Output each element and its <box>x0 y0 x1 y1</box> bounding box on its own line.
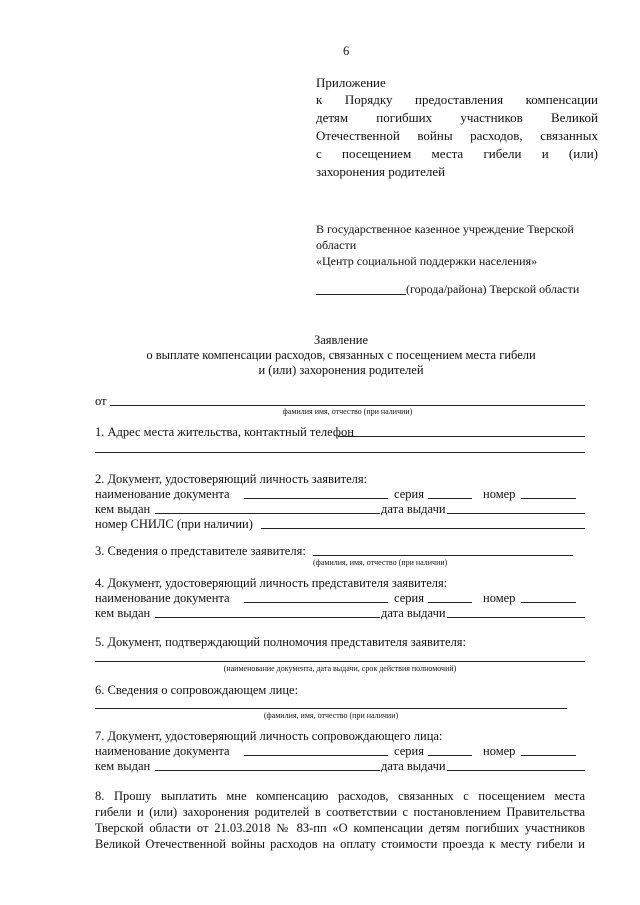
number-field[interactable] <box>521 498 576 499</box>
page-number: 6 <box>343 44 350 58</box>
series-label: серия <box>394 591 424 605</box>
authority-doc-label: 5. Документ, подтверждающий полномочия представителя заявителя: <box>95 635 467 649</box>
from-label: от <box>95 394 107 408</box>
escort-label: 6. Сведения о сопровождающем лице: <box>95 683 299 697</box>
addressee-line: В государственное казенное учреждение Тверской <box>316 222 574 236</box>
addressee-line: области <box>316 238 357 252</box>
appendix-line: с посещением места гибели и (или) <box>316 146 598 161</box>
escort-doc-name-field[interactable] <box>244 755 388 756</box>
addressee-line: (города/района) Тверской области <box>406 282 580 296</box>
number-label: номер <box>483 591 516 605</box>
applicant-name-field[interactable] <box>110 405 585 406</box>
rep-doc-label: 4. Документ, удостоверяющий личность представителя заявителя: <box>95 576 448 590</box>
issue-date-label: дата выдачи <box>381 759 446 773</box>
representative-caption: (фамилия, имя, отчество (при наличии) <box>313 558 448 567</box>
applicant-doc-label: 2. Документ, удостоверяющий личность заявителя: <box>95 472 368 486</box>
appendix-line: Отечественной войны расходов, связанных <box>316 128 598 143</box>
issue-date-label: дата выдачи <box>381 606 446 620</box>
snils-label: номер СНИЛС (при наличии) <box>95 517 253 531</box>
doc-name-field[interactable] <box>244 498 388 499</box>
form-title: Заявление <box>313 333 368 347</box>
escort-series-field[interactable] <box>428 755 472 756</box>
escort-doc-label: 7. Документ, удостоверяющий личность сопровождающего лица: <box>95 729 443 743</box>
request-paragraph-line: 8. Прошу выплатить мне компенсацию расходов, связанных с посещением места <box>95 789 585 803</box>
district-blank[interactable] <box>316 294 406 295</box>
address-field-line2[interactable] <box>95 452 585 453</box>
representative-label: 3. Сведения о представителе заявителя: <box>95 544 306 558</box>
authority-doc-field[interactable] <box>95 661 585 662</box>
doc-name-label: наименование документа <box>95 487 230 501</box>
escort-number-field[interactable] <box>521 755 576 756</box>
form-subtitle: и (или) захоронения родителей <box>258 363 424 377</box>
authority-doc-caption: (наименование документа, дата выдачи, срок действия полномочий) <box>223 664 457 673</box>
request-paragraph-line: Великой Отечественной войны расходов на оплату стоимости проезда к месту гибели и <box>95 837 585 851</box>
number-label: номер <box>483 744 516 758</box>
escort-issued-by-field[interactable] <box>155 770 380 771</box>
rep-number-field[interactable] <box>521 602 576 603</box>
escort-field[interactable] <box>95 708 567 709</box>
appendix-line: к Порядку предоставления компенсации <box>316 92 598 107</box>
series-field[interactable] <box>428 498 472 499</box>
escort-issue-date-field[interactable] <box>447 770 585 771</box>
issue-date-field[interactable] <box>447 513 585 514</box>
escort-caption: (фамилия, имя, отчество (при наличии) <box>263 711 399 720</box>
series-label: серия <box>394 744 424 758</box>
snils-field[interactable] <box>261 528 585 529</box>
doc-name-label: наименование документа <box>95 591 230 605</box>
address-field[interactable] <box>338 436 585 437</box>
appendix-line: захоронения родителей <box>316 164 446 179</box>
applicant-name-caption: фамилия имя, отчество (при наличии) <box>282 407 413 416</box>
request-paragraph-line: Тверской области от 21.03.2018 № 83-пп «О компенсации детям погибших участников <box>95 821 585 835</box>
form-subtitle: о выплате компенсации расходов, связанных с посещением места гибели <box>146 348 536 362</box>
rep-issue-date-field[interactable] <box>447 617 585 618</box>
request-paragraph-line: гибели и (или) захоронения родителей в соответствии с постановлением Правительства <box>95 805 585 819</box>
series-label: серия <box>394 487 424 501</box>
issued-by-label: кем выдан <box>95 759 151 773</box>
issued-by-field[interactable] <box>155 513 380 514</box>
addressee-line: «Центр социальной поддержки населения» <box>316 254 538 268</box>
issue-date-label: дата выдачи <box>381 502 446 516</box>
representative-field[interactable] <box>313 555 573 556</box>
appendix-title: Приложение <box>316 75 386 90</box>
rep-issued-by-field[interactable] <box>155 617 380 618</box>
doc-name-label: наименование документа <box>95 744 230 758</box>
rep-doc-name-field[interactable] <box>244 602 388 603</box>
address-label: 1. Адрес места жительства, контактный телефон <box>95 425 354 439</box>
issued-by-label: кем выдан <box>95 606 151 620</box>
issued-by-label: кем выдан <box>95 502 151 516</box>
appendix-line: детям погибших участников Великой <box>316 110 598 125</box>
rep-series-field[interactable] <box>428 602 472 603</box>
number-label: номер <box>483 487 516 501</box>
